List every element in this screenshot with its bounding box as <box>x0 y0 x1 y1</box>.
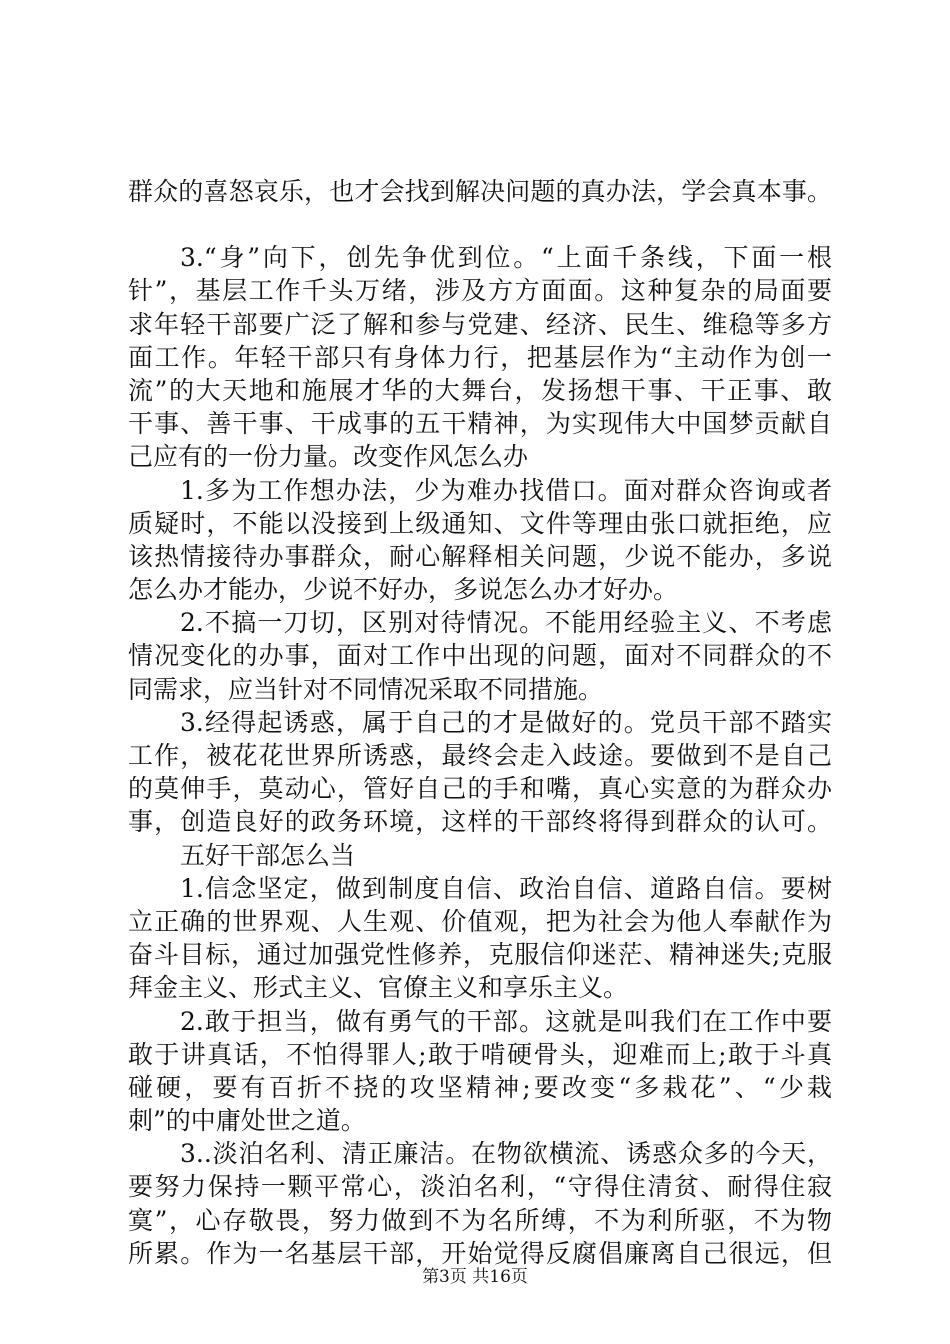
text-line: 3..淡泊名利、清正廉洁。在物欲横流、诱惑众多的今天， <box>180 1139 832 1169</box>
text-line: 3.“身”向下，创先争优到位。“上面千条线，下面一根 <box>180 243 832 273</box>
text-line: 拜金主义、形式主义、官僚主义和享乐主义。 <box>128 973 629 1003</box>
text-line: 质疑时，不能以没接到上级通知、文件等理由张口就拒绝，应 <box>128 508 832 538</box>
text-line: 怎么办才能办，少说不好办，多说怎么办才好办。 <box>128 575 679 605</box>
text-line: 事，创造良好的政务环境，这样的干部终将得到群众的认可。 <box>128 807 832 837</box>
text-line: 己应有的一份力量。改变作风怎么办 <box>128 442 529 472</box>
text-line: 奋斗目标，通过加强党性修养，克服信仰迷茫、精神迷失;克服 <box>128 940 832 970</box>
text-line: 3.经得起诱惑，属于自己的才是做好的。党员干部不踏实 <box>180 707 832 737</box>
text-line: 刺”的中庸处世之道。 <box>128 1106 366 1136</box>
text-line: 碰硬，要有百折不挠的攻坚精神;要改变“多栽花”、“少栽 <box>128 1072 832 1102</box>
text-line: 流”的大天地和施展才华的大舞台，发扬想干事、干正事、敢 <box>128 375 832 405</box>
text-line: 情况变化的办事，面对工作中出现的问题，面对不同群众的不 <box>128 641 832 671</box>
text-line: 求年轻干部要广泛了解和参与党建、经济、民生、维稳等多方 <box>128 309 832 339</box>
page-number-footer: 第3页 共16页 <box>422 1267 528 1287</box>
text-line: 1.多为工作想办法，少为难办找借口。面对群众咨询或者 <box>180 475 832 505</box>
text-line: 立正确的世界观、人生观、价值观，把为社会为他人奉献作为 <box>128 906 832 936</box>
text-line: 的莫伸手，莫动心，管好自己的手和嘴，真心实意的为群众办 <box>128 774 832 804</box>
document-body <box>128 175 832 1270</box>
text-line: 工作，被花花世界所诱惑，最终会走入歧途。要做到不是自己 <box>128 741 832 770</box>
text-line: 所累。作为一名基层干部，开始觉得反腐倡廉离自己很远，但 <box>128 1238 832 1268</box>
text-line: 干事、善干事、干成事的五干精神，为实现伟大中国梦贡献自 <box>128 409 832 439</box>
text-line: 1.信念坚定，做到制度自信、政治自信、道路自信。要树 <box>180 873 832 903</box>
text-line: 群众的喜怒哀乐，也才会找到解决问题的真办法，学会真本事。 <box>128 177 832 206</box>
text-line: 要努力保持一颗平常心，淡泊名利，“守得住清贫、耐得住寂 <box>128 1172 832 1202</box>
text-line: 2.不搞一刀切，区别对待情况。不能用经验主义、不考虑 <box>180 608 832 638</box>
text-line: 同需求，应当针对不同情况采取不同措施。 <box>128 674 604 704</box>
paragraph-gap <box>128 208 832 241</box>
text-line: 敢于讲真话，不怕得罪人;敢于啃硬骨头，迎难而上;敢于斗真 <box>128 1039 832 1069</box>
text-line: 面工作。年轻干部只有身体力行，把基层作为“主动作为创一 <box>128 342 832 372</box>
section-heading: 五好干部怎么当 <box>180 840 356 870</box>
text-line: 2.敢于担当，做有勇气的干部。这就是叫我们在工作中要 <box>180 1006 832 1036</box>
text-line: 针”，基层工作千头万绪，涉及方方面面。这种复杂的局面要 <box>128 276 832 306</box>
text-line: 该热情接待办事群众，耐心解释相关问题，少说不能办，多说 <box>128 541 832 571</box>
text-line: 寞”，心存敬畏，努力做到不为名所缚，不为利所驱，不为物 <box>128 1205 832 1235</box>
